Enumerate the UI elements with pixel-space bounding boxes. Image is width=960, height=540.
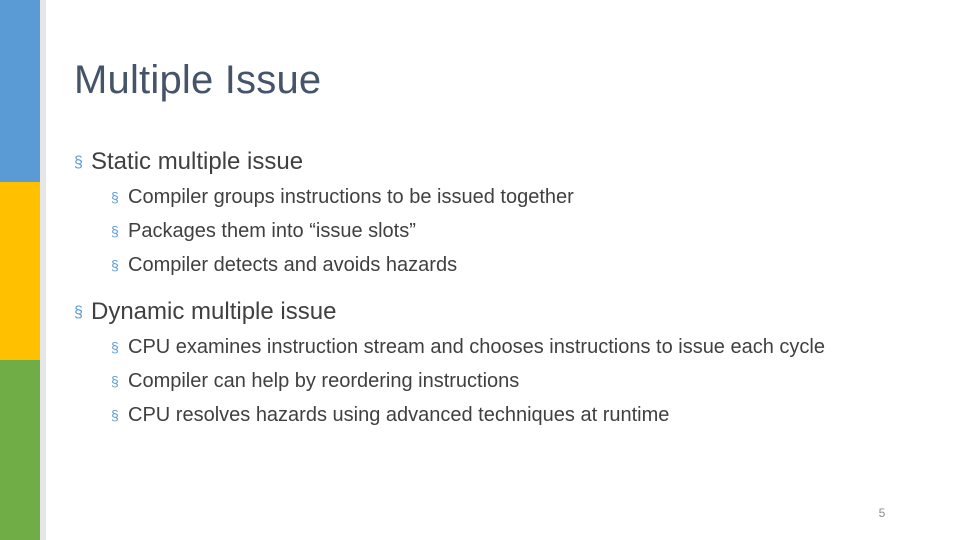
sidebar-band-blue xyxy=(0,0,40,182)
sub-bullet xyxy=(74,218,868,244)
sub-bullet-text: CPU examines instruction stream and chooses instructions to issue each cycle xyxy=(128,336,825,358)
bullet-text: Dynamic multiple issue xyxy=(91,298,337,325)
bullet-icon: § xyxy=(111,257,119,273)
slide-title: Multiple Issue xyxy=(74,58,322,102)
sidebar-edge xyxy=(40,0,46,540)
sub-bullet-text: Packages them into “issue slots” xyxy=(128,220,416,242)
bullet-icon: § xyxy=(111,407,119,423)
sidebar-band-yellow xyxy=(0,182,40,360)
bullet-dynamic-multiple-issue xyxy=(74,296,874,328)
sub-bullet-text: Compiler detects and avoids hazards xyxy=(128,254,458,276)
bullet-icon: § xyxy=(111,339,119,355)
page-number: 5 xyxy=(878,506,886,520)
sub-bullet xyxy=(74,368,868,394)
sub-bullet-text: Compiler groups instructions to be issued together xyxy=(128,186,574,208)
section-gap xyxy=(74,286,874,296)
sub-bullet xyxy=(74,184,868,210)
bullet-static-multiple-issue xyxy=(74,146,874,178)
bullet-icon: § xyxy=(111,223,119,239)
bullet-text: Static multiple issue xyxy=(91,148,304,175)
sub-bullet-text: Compiler can help by reordering instructions xyxy=(128,370,520,392)
sub-bullet xyxy=(74,252,868,278)
sub-bullet xyxy=(74,402,868,428)
decorative-sidebar xyxy=(0,0,46,540)
sidebar-band-green xyxy=(0,360,40,540)
slide-content xyxy=(74,146,874,436)
bullet-icon: § xyxy=(111,373,119,389)
sub-bullet-text: CPU resolves hazards using advanced techniques at runtime xyxy=(128,404,670,426)
bullet-icon: § xyxy=(74,154,83,171)
sub-bullet xyxy=(74,334,868,360)
bullet-icon: § xyxy=(111,189,119,205)
bullet-icon: § xyxy=(74,304,83,321)
